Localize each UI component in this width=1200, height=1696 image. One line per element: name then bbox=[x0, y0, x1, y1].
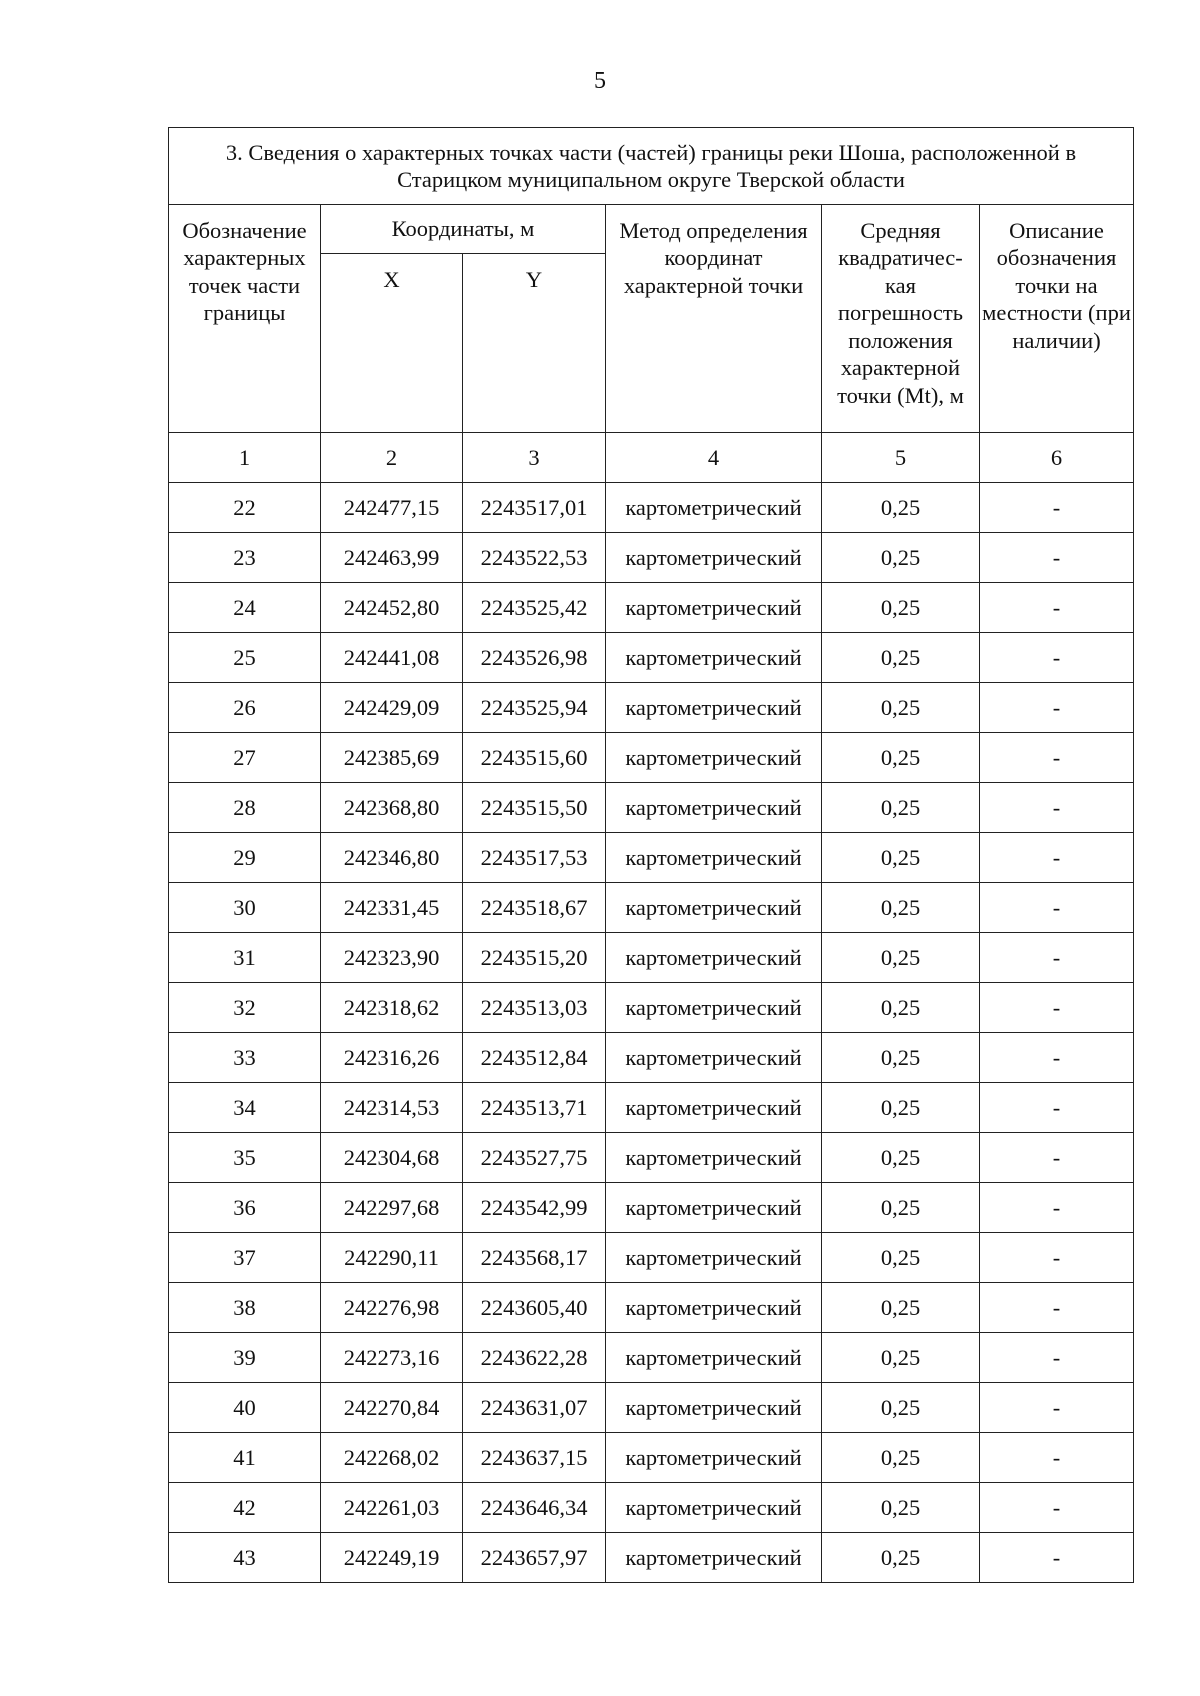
cell-method: картометрический bbox=[606, 833, 822, 883]
cell-x: 242290,11 bbox=[321, 1233, 463, 1283]
cell-point-number: 28 bbox=[169, 783, 321, 833]
cell-point-number: 39 bbox=[169, 1333, 321, 1383]
cell-y: 2243522,53 bbox=[463, 533, 606, 583]
cell-x: 242385,69 bbox=[321, 733, 463, 783]
cell-point-number: 35 bbox=[169, 1133, 321, 1183]
cell-point-number: 29 bbox=[169, 833, 321, 883]
table-row bbox=[169, 583, 1134, 633]
cell-x: 242316,26 bbox=[321, 1033, 463, 1083]
cell-x: 242276,98 bbox=[321, 1283, 463, 1333]
cell-error: 0,25 bbox=[822, 883, 980, 933]
cell-y: 2243512,84 bbox=[463, 1033, 606, 1083]
cell-method: картометрический bbox=[606, 533, 822, 583]
cell-error: 0,25 bbox=[822, 1283, 980, 1333]
cell-x: 242268,02 bbox=[321, 1433, 463, 1483]
cell-x: 242477,15 bbox=[321, 483, 463, 533]
cell-error: 0,25 bbox=[822, 1233, 980, 1283]
cell-point-number: 40 bbox=[169, 1383, 321, 1433]
cell-x: 242323,90 bbox=[321, 933, 463, 983]
header-description: Описание обозначения точки на местности (при наличии) bbox=[980, 205, 1134, 433]
cell-point-number: 36 bbox=[169, 1183, 321, 1233]
cell-y: 2243605,40 bbox=[463, 1283, 606, 1333]
cell-method: картометрический bbox=[606, 1233, 822, 1283]
cell-description: - bbox=[980, 933, 1134, 983]
cell-description: - bbox=[980, 883, 1134, 933]
cell-error: 0,25 bbox=[822, 583, 980, 633]
cell-y: 2243515,50 bbox=[463, 783, 606, 833]
cell-description: - bbox=[980, 1033, 1134, 1083]
table-row bbox=[169, 933, 1134, 983]
cell-method: картометрический bbox=[606, 633, 822, 683]
cell-error: 0,25 bbox=[822, 633, 980, 683]
cell-description: - bbox=[980, 533, 1134, 583]
cell-description: - bbox=[980, 633, 1134, 683]
table-row bbox=[169, 1383, 1134, 1433]
header-y: Y bbox=[463, 254, 606, 433]
table-row bbox=[169, 1483, 1134, 1533]
cell-method: картометрический bbox=[606, 783, 822, 833]
table-row bbox=[169, 1183, 1134, 1233]
cell-y: 2243517,01 bbox=[463, 483, 606, 533]
cell-error: 0,25 bbox=[822, 1483, 980, 1533]
cell-y: 2243542,99 bbox=[463, 1183, 606, 1233]
cell-method: картометрический bbox=[606, 1083, 822, 1133]
column-number: 4 bbox=[606, 433, 822, 483]
table-row bbox=[169, 633, 1134, 683]
header-coordinates: Координаты, м bbox=[321, 205, 606, 254]
table-row bbox=[169, 533, 1134, 583]
cell-point-number: 34 bbox=[169, 1083, 321, 1133]
cell-x: 242331,45 bbox=[321, 883, 463, 933]
table-row bbox=[169, 1033, 1134, 1083]
cell-point-number: 23 bbox=[169, 533, 321, 583]
cell-x: 242463,99 bbox=[321, 533, 463, 583]
cell-x: 242304,68 bbox=[321, 1133, 463, 1183]
cell-method: картометрический bbox=[606, 1333, 822, 1383]
table-row bbox=[169, 783, 1134, 833]
cell-point-number: 27 bbox=[169, 733, 321, 783]
cell-method: картометрический bbox=[606, 583, 822, 633]
cell-description: - bbox=[980, 483, 1134, 533]
cell-point-number: 32 bbox=[169, 983, 321, 1033]
cell-description: - bbox=[980, 983, 1134, 1033]
cell-point-number: 41 bbox=[169, 1433, 321, 1483]
cell-x: 242261,03 bbox=[321, 1483, 463, 1533]
column-number: 6 bbox=[980, 433, 1134, 483]
cell-y: 2243518,67 bbox=[463, 883, 606, 933]
cell-method: картометрический bbox=[606, 933, 822, 983]
page-number: 5 bbox=[594, 68, 606, 94]
cell-description: - bbox=[980, 1283, 1134, 1333]
cell-method: картометрический bbox=[606, 1433, 822, 1483]
cell-y: 2243525,94 bbox=[463, 683, 606, 733]
table-body bbox=[169, 483, 1134, 1583]
header-x: X bbox=[321, 254, 463, 433]
cell-method: картометрический bbox=[606, 1183, 822, 1233]
cell-description: - bbox=[980, 1133, 1134, 1183]
cell-y: 2243515,20 bbox=[463, 933, 606, 983]
cell-error: 0,25 bbox=[822, 1433, 980, 1483]
cell-y: 2243525,42 bbox=[463, 583, 606, 633]
cell-error: 0,25 bbox=[822, 933, 980, 983]
boundary-points-table bbox=[168, 127, 1134, 1583]
cell-method: картометрический bbox=[606, 683, 822, 733]
table-row bbox=[169, 683, 1134, 733]
cell-y: 2243646,34 bbox=[463, 1483, 606, 1533]
cell-error: 0,25 bbox=[822, 1383, 980, 1433]
table-row bbox=[169, 483, 1134, 533]
table-row bbox=[169, 983, 1134, 1033]
cell-point-number: 43 bbox=[169, 1533, 321, 1583]
cell-description: - bbox=[980, 583, 1134, 633]
cell-x: 242452,80 bbox=[321, 583, 463, 633]
cell-description: - bbox=[980, 1233, 1134, 1283]
cell-y: 2243517,53 bbox=[463, 833, 606, 883]
cell-error: 0,25 bbox=[822, 1533, 980, 1583]
header-point-designation: Обозначение характерных точек части границы bbox=[169, 205, 321, 433]
table-row bbox=[169, 1283, 1134, 1333]
cell-x: 242368,80 bbox=[321, 783, 463, 833]
cell-description: - bbox=[980, 1183, 1134, 1233]
header-error: Средняя квадратичес-кая погрешность положения характерной точки (Mt), м bbox=[822, 205, 980, 433]
cell-description: - bbox=[980, 683, 1134, 733]
cell-y: 2243657,97 bbox=[463, 1533, 606, 1583]
cell-description: - bbox=[980, 733, 1134, 783]
cell-description: - bbox=[980, 1333, 1134, 1383]
cell-error: 0,25 bbox=[822, 533, 980, 583]
cell-method: картометрический bbox=[606, 1483, 822, 1533]
column-number: 2 bbox=[321, 433, 463, 483]
cell-x: 242318,62 bbox=[321, 983, 463, 1033]
cell-error: 0,25 bbox=[822, 1333, 980, 1383]
cell-error: 0,25 bbox=[822, 983, 980, 1033]
table-row bbox=[169, 733, 1134, 783]
cell-x: 242297,68 bbox=[321, 1183, 463, 1233]
cell-point-number: 25 bbox=[169, 633, 321, 683]
cell-description: - bbox=[980, 1533, 1134, 1583]
cell-point-number: 33 bbox=[169, 1033, 321, 1083]
cell-method: картометрический bbox=[606, 883, 822, 933]
cell-point-number: 22 bbox=[169, 483, 321, 533]
cell-error: 0,25 bbox=[822, 1133, 980, 1183]
cell-description: - bbox=[980, 1483, 1134, 1533]
cell-point-number: 24 bbox=[169, 583, 321, 633]
table-row bbox=[169, 883, 1134, 933]
cell-error: 0,25 bbox=[822, 1033, 980, 1083]
cell-error: 0,25 bbox=[822, 483, 980, 533]
cell-error: 0,25 bbox=[822, 1183, 980, 1233]
column-numbers-row bbox=[169, 433, 1134, 483]
table-row bbox=[169, 1333, 1134, 1383]
cell-x: 242429,09 bbox=[321, 683, 463, 733]
cell-point-number: 42 bbox=[169, 1483, 321, 1533]
cell-error: 0,25 bbox=[822, 683, 980, 733]
cell-y: 2243526,98 bbox=[463, 633, 606, 683]
column-number: 3 bbox=[463, 433, 606, 483]
cell-error: 0,25 bbox=[822, 783, 980, 833]
cell-point-number: 31 bbox=[169, 933, 321, 983]
table-row bbox=[169, 1233, 1134, 1283]
table-row bbox=[169, 1083, 1134, 1133]
cell-method: картометрический bbox=[606, 1033, 822, 1083]
cell-x: 242270,84 bbox=[321, 1383, 463, 1433]
cell-x: 242249,19 bbox=[321, 1533, 463, 1583]
cell-method: картометрический bbox=[606, 1283, 822, 1333]
table-row bbox=[169, 1433, 1134, 1483]
table-title: 3. Сведения о характерных точках части (частей) границы реки Шоша, расположенной в Старицком муниципальном округе Тверской области bbox=[169, 128, 1134, 205]
cell-y: 2243622,28 bbox=[463, 1333, 606, 1383]
cell-method: картометрический bbox=[606, 1133, 822, 1183]
cell-y: 2243515,60 bbox=[463, 733, 606, 783]
cell-y: 2243568,17 bbox=[463, 1233, 606, 1283]
cell-point-number: 37 bbox=[169, 1233, 321, 1283]
cell-method: картометрический bbox=[606, 1533, 822, 1583]
cell-y: 2243513,71 bbox=[463, 1083, 606, 1133]
cell-point-number: 30 bbox=[169, 883, 321, 933]
cell-description: - bbox=[980, 1383, 1134, 1433]
cell-description: - bbox=[980, 1083, 1134, 1133]
cell-method: картометрический bbox=[606, 483, 822, 533]
cell-point-number: 26 bbox=[169, 683, 321, 733]
cell-y: 2243513,03 bbox=[463, 983, 606, 1033]
table-row bbox=[169, 1133, 1134, 1183]
cell-x: 242273,16 bbox=[321, 1333, 463, 1383]
cell-description: - bbox=[980, 833, 1134, 883]
header-method: Метод определения координат характерной точки bbox=[606, 205, 822, 433]
cell-method: картометрический bbox=[606, 733, 822, 783]
cell-y: 2243631,07 bbox=[463, 1383, 606, 1433]
cell-error: 0,25 bbox=[822, 733, 980, 783]
cell-y: 2243637,15 bbox=[463, 1433, 606, 1483]
table-row bbox=[169, 833, 1134, 883]
cell-x: 242441,08 bbox=[321, 633, 463, 683]
cell-x: 242346,80 bbox=[321, 833, 463, 883]
column-number: 5 bbox=[822, 433, 980, 483]
cell-description: - bbox=[980, 783, 1134, 833]
cell-point-number: 38 bbox=[169, 1283, 321, 1333]
table-row bbox=[169, 1533, 1134, 1583]
cell-description: - bbox=[980, 1433, 1134, 1483]
cell-method: картометрический bbox=[606, 983, 822, 1033]
column-number: 1 bbox=[169, 433, 321, 483]
cell-error: 0,25 bbox=[822, 833, 980, 883]
cell-method: картометрический bbox=[606, 1383, 822, 1433]
cell-x: 242314,53 bbox=[321, 1083, 463, 1133]
cell-y: 2243527,75 bbox=[463, 1133, 606, 1183]
cell-error: 0,25 bbox=[822, 1083, 980, 1133]
